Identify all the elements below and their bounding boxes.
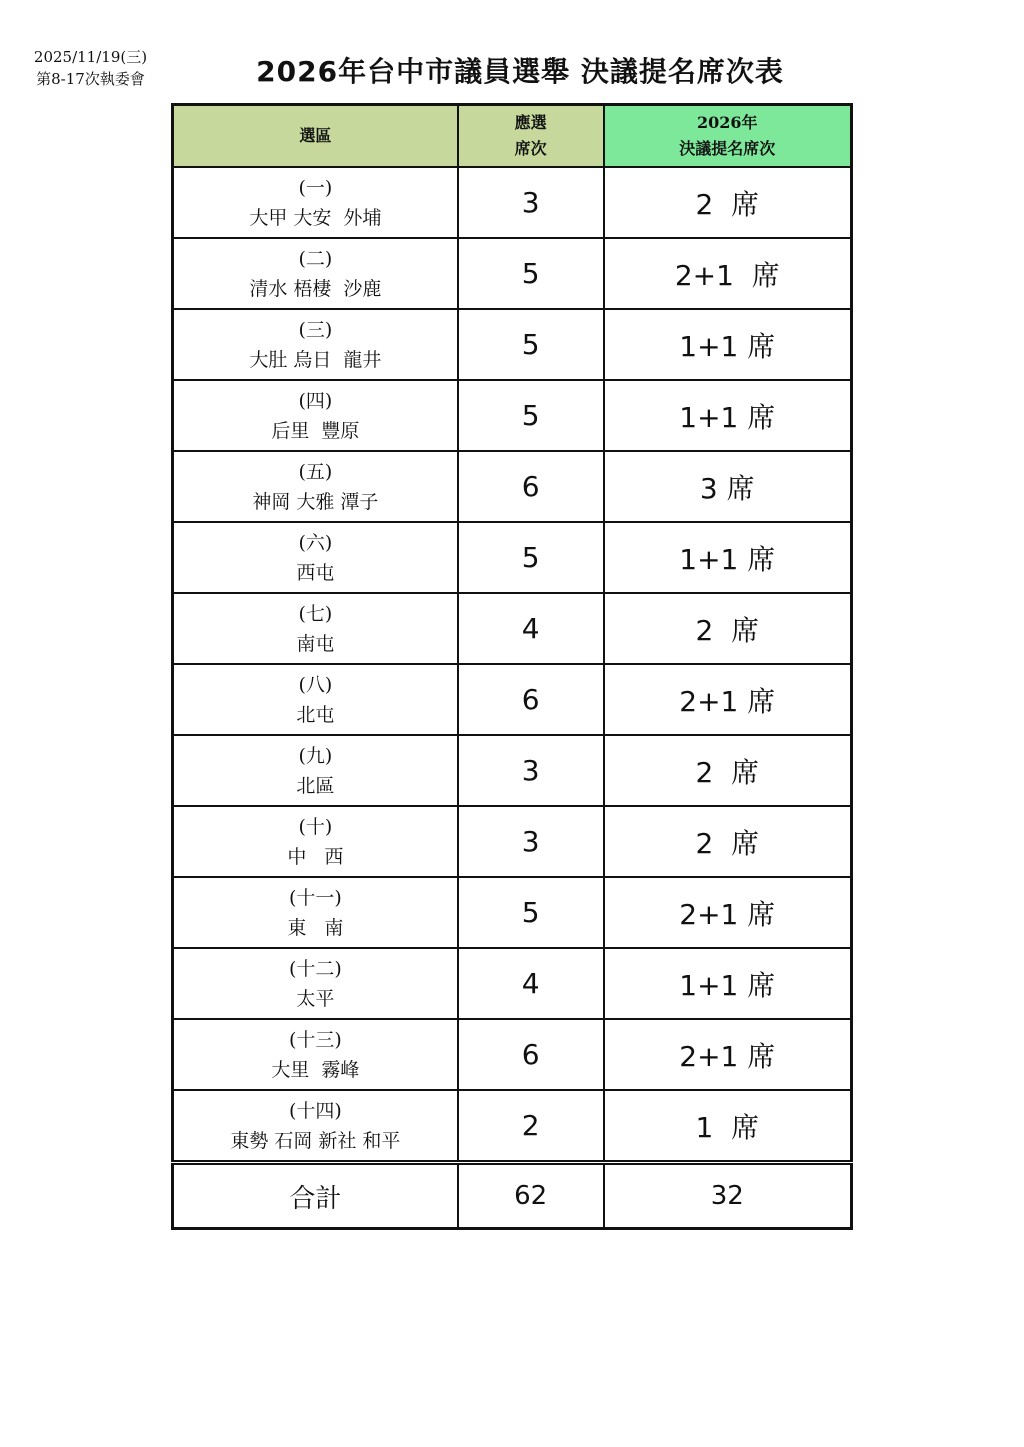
district-cell (173, 522, 458, 593)
table-row (173, 806, 852, 877)
meeting-name: 第8-17次執委會 (36, 70, 145, 88)
nomination-table (171, 103, 853, 1230)
district-areas: 太平 (296, 987, 335, 1010)
page-title: 2026年台中市議員選舉 決議提名席次表 (256, 55, 784, 88)
header-line: 決議提名席次 (679, 139, 776, 158)
meeting-date: 2025/11/19(三) (33, 48, 148, 66)
district-number: (四) (298, 389, 333, 412)
nominated-seats: 2+1 席 (604, 664, 852, 735)
district-cell (173, 593, 458, 664)
district-number: (三) (298, 318, 333, 341)
total-nominated: 32 (604, 1163, 852, 1229)
nominated-seats: 2 席 (604, 735, 852, 806)
nominated-seats: 2+1 席 (604, 238, 852, 309)
table-row (173, 451, 852, 522)
district-number: (十四) (288, 1099, 342, 1122)
nominated-seats: 2 席 (604, 593, 852, 664)
district-cell (173, 167, 458, 238)
nominated-seats: 2+1 席 (604, 1019, 852, 1090)
district-areas: 南屯 (296, 632, 335, 655)
elected-seats: 6 (458, 451, 604, 522)
nominated-seats: 2 席 (604, 806, 852, 877)
table-row (173, 522, 852, 593)
district-cell (173, 380, 458, 451)
district-cell (173, 877, 458, 948)
district-cell (173, 238, 458, 309)
total-label: 合計 (173, 1163, 458, 1229)
header-line: 2026年 (696, 113, 758, 132)
table-row (173, 948, 852, 1019)
table-row (173, 877, 852, 948)
elected-seats: 3 (458, 167, 604, 238)
table-header-row (173, 105, 852, 168)
district-cell (173, 735, 458, 806)
district-number: (一) (298, 176, 333, 199)
table-row (173, 309, 852, 380)
elected-seats: 3 (458, 735, 604, 806)
district-number: (六) (298, 531, 333, 554)
district-cell (173, 1019, 458, 1090)
district-areas: 清水 梧棲 沙鹿 (249, 277, 382, 300)
elected-seats: 6 (458, 664, 604, 735)
district-cell (173, 451, 458, 522)
district-cell (173, 806, 458, 877)
district-number: (十一) (288, 886, 342, 909)
district-number: (八) (298, 673, 333, 696)
district-areas: 神岡 大雅 潭子 (252, 490, 379, 513)
elected-seats: 5 (458, 238, 604, 309)
district-areas: 大里 霧峰 (271, 1058, 360, 1081)
district-areas: 東勢 石岡 新社 和平 (230, 1129, 401, 1152)
elected-seats: 4 (458, 948, 604, 1019)
table-row (173, 593, 852, 664)
nominated-seats: 2 席 (604, 167, 852, 238)
elected-seats: 6 (458, 1019, 604, 1090)
header-district: 選區 (173, 105, 458, 168)
district-number: (二) (298, 247, 333, 270)
district-areas: 中 西 (287, 845, 344, 868)
district-number: (七) (298, 602, 333, 625)
district-areas: 大肚 烏日 龍井 (249, 348, 382, 371)
table-row (173, 380, 852, 451)
district-areas: 北屯 (296, 703, 335, 726)
elected-seats: 3 (458, 806, 604, 877)
district-cell (173, 1090, 458, 1163)
nominated-seats: 1+1 席 (604, 948, 852, 1019)
district-cell (173, 948, 458, 1019)
district-number: (十三) (288, 1028, 342, 1051)
document-meta (18, 46, 163, 90)
elected-seats: 5 (458, 522, 604, 593)
nominated-seats: 1+1 席 (604, 522, 852, 593)
nominated-seats: 3 席 (604, 451, 852, 522)
header-line: 席次 (514, 139, 547, 158)
district-cell (173, 309, 458, 380)
table-row (173, 238, 852, 309)
nominated-seats: 1+1 席 (604, 309, 852, 380)
table-row (173, 735, 852, 806)
elected-seats: 5 (458, 877, 604, 948)
district-areas: 大甲 大安 外埔 (249, 206, 382, 229)
header-elected-seats (458, 105, 604, 168)
table-row (173, 664, 852, 735)
table-row (173, 167, 852, 238)
elected-seats: 5 (458, 309, 604, 380)
district-areas: 東 南 (287, 916, 344, 939)
header-line: 應選 (514, 113, 547, 132)
table-row (173, 1019, 852, 1090)
table-row (173, 1090, 852, 1163)
total-elected: 62 (458, 1163, 604, 1229)
district-number: (十) (298, 815, 333, 838)
district-cell (173, 664, 458, 735)
total-row (173, 1163, 852, 1229)
district-areas: 北區 (296, 774, 335, 797)
district-areas: 西屯 (296, 561, 335, 584)
elected-seats: 2 (458, 1090, 604, 1163)
nominated-seats: 1 席 (604, 1090, 852, 1163)
nominated-seats: 1+1 席 (604, 380, 852, 451)
nominated-seats: 2+1 席 (604, 877, 852, 948)
elected-seats: 5 (458, 380, 604, 451)
district-number: (九) (298, 744, 333, 767)
district-areas: 后里 豐原 (271, 419, 360, 442)
district-number: (五) (298, 460, 333, 483)
header-nominated-seats (604, 105, 852, 168)
district-number: (十二) (288, 957, 342, 980)
elected-seats: 4 (458, 593, 604, 664)
